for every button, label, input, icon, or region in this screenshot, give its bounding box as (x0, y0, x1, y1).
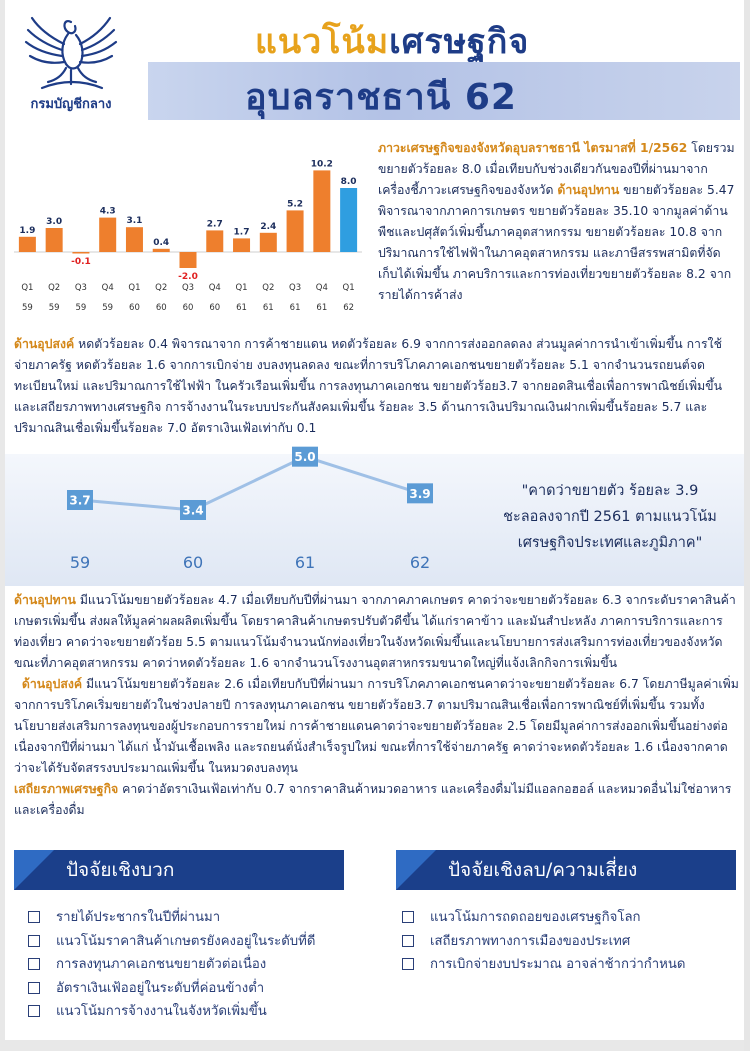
factor-text: แนวโน้มการจ้างงานในจังหวัดเพิ่มขึ้น (56, 1004, 267, 1019)
factor-item (26, 1000, 366, 1024)
factor-text: แนวโน้มการถดถอยของเศรษฐกิจโลก (430, 910, 641, 925)
bar-9 (260, 233, 277, 252)
negative-factors-header (396, 850, 736, 890)
negative-factors-title: ปัจจัยเชิงลบ/ความเสี่ยง (448, 859, 638, 881)
positive-factors-header (14, 850, 344, 890)
quarter-tick-7: Q4 (208, 283, 221, 293)
year-tick-1: 59 (48, 303, 60, 313)
bar-10 (287, 210, 304, 252)
bar-value-label-10: 5.2 (287, 199, 304, 210)
quarterly-bar-chart (10, 140, 370, 320)
demand-label: ด้านอุปสงค์ (14, 337, 75, 351)
factor-item (26, 930, 366, 954)
factor-text: เสถียรภาพทางการเมืองของประเทศ (430, 933, 631, 949)
line-category-tick-2: 61 (294, 553, 316, 572)
forecast-supply-label: ด้านอุปทาน (14, 593, 76, 607)
factor-text: รายได้ประชากรในปีที่ผ่านมา (56, 910, 221, 925)
bar-12 (340, 188, 357, 252)
factor-text: แนวโน้มราคาสินค้าเกษตรยังคงอยู่ในระดับที่ดี (56, 933, 316, 949)
factor-item (26, 977, 366, 1001)
logo-text: กรมบัญชีกลาง (30, 97, 112, 112)
checkbox-icon (402, 935, 414, 947)
intro-highlight: ภาวะเศรษฐกิจของจังหวัดอุบลราชธานี ไตรมาสที่ 1/2562 (378, 141, 688, 155)
quarter-tick-3: Q4 (101, 283, 114, 293)
quarter-tick-1: Q2 (48, 283, 61, 293)
line-value-label-2: 5.0 (294, 450, 316, 465)
checkbox-icon (28, 982, 40, 994)
year-tick-11: 61 (316, 303, 328, 313)
factor-item (400, 953, 740, 977)
bottom-border (5, 1040, 744, 1051)
quarter-tick-5: Q2 (155, 283, 168, 293)
bar-value-label-0: 1.9 (19, 225, 36, 236)
bar-value-label-11: 10.2 (310, 159, 333, 170)
forecast-stability-text: คาดว่าอัตราเงินเฟ้อเท่ากับ 0.7 จากราคาสินค้าหมวดอาหาร และเครื่องดื่มไม่มีแอลกอฮอล์ และหมวดอื่นไม่ใช่อาหาร และเครื่องดื่ม (14, 782, 732, 817)
factor-text: อัตราเงินเฟ้ออยู่ในระดับที่ค่อนข้างต่ำ (56, 980, 265, 996)
quarter-tick-0: Q1 (21, 283, 34, 293)
positive-header-accent (14, 850, 54, 890)
factor-item (26, 953, 366, 977)
quarter-tick-4: Q1 (128, 283, 141, 293)
section1-intro-paragraph (378, 138, 738, 306)
right-border (744, 0, 750, 1051)
quote-line-2: ชะลอลงจากปี 2561 ตามแนวโน้ม (503, 509, 717, 525)
year-tick-5: 60 (155, 303, 167, 313)
year-tick-12: 62 (343, 303, 355, 313)
line-value-label-1: 3.4 (182, 503, 204, 518)
factor-item (400, 906, 740, 930)
quarter-tick-10: Q3 (289, 283, 302, 293)
checkbox-icon (28, 911, 40, 923)
positive-factors-list (26, 906, 366, 1024)
forecast-stability-label: เสถียรภาพเศรษฐกิจ (14, 782, 119, 796)
negative-factors-list (400, 906, 740, 977)
bar-3 (99, 218, 116, 252)
year-tick-9: 61 (262, 303, 274, 313)
bar-1 (46, 228, 63, 252)
supply-text: ขยายตัวร้อยละ 5.47 พิจารณาจากภาคการเกษตร ขยายตัวร้อยละ 35.10 จากมูลค่าด้านพืชและปศุสัตว์เพิ่มขึ้นภาคอุตสาหกรรม ขยายตัวร้อยละ 10.8 จากปริมาณการใช้ไฟฟ้าในภาคอุตสาหกรรม และภาษีสรรพสามิตที่จัดเก็บได้เพิ่มขึ้น ภาคบริการและการท่องเที่ยวขยายตัวร้อยละ 8.2 จากรายได้การค้าส่ง (378, 183, 735, 302)
line-category-tick-1: 60 (182, 553, 204, 572)
checkbox-icon (402, 911, 414, 923)
intro-text: โดยรวมขยายตัวร้อยละ 8.0 เมื่อเทียบกับช่วงเดียวกันของปีที่ผ่านมาจากเครื่องชี้ภาวะเศรษฐกิจของจังหวัด (378, 141, 735, 197)
quarter-tick-12: Q1 (342, 283, 355, 293)
negative-header-accent (396, 850, 436, 890)
bar-value-label-2: -0.1 (71, 256, 91, 267)
section2-paragraph (14, 590, 740, 821)
quarter-tick-9: Q2 (262, 283, 275, 293)
bar-2 (72, 252, 89, 254)
bar-value-label-5: 0.4 (153, 237, 170, 248)
factor-text: การลงทุนภาคเอกชนขยายตัวต่อเนื่อง (56, 957, 267, 972)
bar-value-label-3: 4.3 (99, 206, 116, 217)
line-value-label-3: 3.9 (409, 486, 431, 501)
bar-0 (19, 237, 36, 252)
bar-value-label-1: 3.0 (46, 217, 63, 227)
comptroller-logo (22, 8, 120, 116)
bar-value-label-7: 2.7 (206, 219, 223, 230)
bar-4 (126, 227, 143, 252)
year-tick-8: 61 (236, 303, 247, 313)
quote-line-3: เศรษฐกิจประเทศและภูมิภาค" (517, 535, 703, 551)
forecast-series-line (80, 457, 420, 510)
quote-line-1: "คาดว่าขยายตัว ร้อยละ 3.9 (521, 483, 699, 499)
year-tick-0: 59 (21, 303, 33, 313)
factor-item (400, 930, 740, 954)
bar-value-label-9: 2.4 (260, 221, 277, 232)
bar-value-label-12: 8.0 (340, 177, 357, 187)
bar-6 (180, 252, 197, 268)
line-category-tick-3: 62 (409, 553, 431, 572)
year-tick-6: 60 (182, 303, 194, 313)
year-tick-2: 59 (75, 303, 87, 313)
quarter-tick-8: Q1 (235, 283, 248, 293)
title-part-1: แนวโน้ม (255, 22, 390, 62)
bar-5 (153, 249, 170, 252)
forecast-demand-label: ด้านอุปสงค์ (21, 677, 83, 691)
factor-item (26, 906, 366, 930)
forecast-supply-text: มีแนวโน้มขยายตัวร้อยละ 4.7 เมื่อเทียบกับปีที่ผ่านมา จากภาคภาคเกษตร คาดว่าจะขยายตัวร้อยละ 6.3 จากระดับราคาสินค้าเกษตรเพิ่มขึ้น ส่งผลให้มูลค่าผลผลิตเพิ่มขึ้น โดยราคาสินค้าเกษตรปรับตัวดีขึ้น ได้แก่ราคาข้าว และมันสำปะหลัง ภาคการบริการและการท่องเที่ยว คาดว่าจะขยายตัวร้อย 5.5 ตามแนวโน้มจำนวนนักท่องเที่ยวในจังหวัดเพิ่มขึ้นและนโยบายการส่งเสริมการท่องเที่ยวของจังหวัดขณะที่ภาคอุตสาหกรรม คาดว่าหดตัวร้อยละ 1.6 จากจำนวนโรงงานอุตสาหกรรมขนาดใหญ่ที่แจ้งเลิกกิจการเพิ่มขึ้น (14, 593, 736, 670)
supply-label: ด้านอุปทาน (557, 183, 620, 197)
year-tick-4: 60 (129, 303, 140, 313)
quarter-tick-11: Q4 (315, 283, 328, 293)
line-value-label-0: 3.7 (69, 493, 91, 508)
subtitle: อุบลราชธานี 62 (245, 77, 517, 118)
checkbox-icon (28, 935, 40, 947)
section1-demand-paragraph (14, 334, 740, 439)
year-tick-3: 59 (102, 303, 114, 313)
bar-value-label-4: 3.1 (126, 216, 143, 227)
forecast-demand-text: มีแนวโน้มขยายตัวร้อยละ 2.6 เมื่อเทียบกับปีที่ผ่านมา การบริโภคภาคเอกชนคาดว่าจะขยายตัวร้อยละ 6.7 โดยภาษีมูลค่าเพิ่มจากการบริโภคเริ่มขยายตัวในช่วงปลายปี การลงทุนภาคเอกชน ขยายตัวร้อย3.7 ตามปริมาณสินเชื่อเพื่อการพาณิชย์ที่เพิ่มขึ้น รวมทั้งนโยบายส่งเสริมการลงทุนของผู้ประกอบการรายใหม่ การค้าชายแดนคาดว่าจะขยายตัวร้อยละ 2.5 โดยมีมูลค่าการส่งออกเพิ่มขึ้นอย่างต่อเนื่องจากปีที่ผ่านมา ได้แก่ น้ำมันเชื้อเพลิง และรถยนต์นั่งสำเร็จรูปใหม่ ขณะที่การใช้จ่ายภาครัฐ คาดว่าจะหดตัวร้อยละ 1.6 เนื่องจากคาดว่าจะได้รับจัดสรรงบประมาณเพิ่มขึ้น ในหมวดงบลงทุน (14, 677, 739, 775)
demand-text: หดตัวร้อยละ 0.4 พิจารณาจาก การค้าชายแดน หดตัวร้อยละ 6.9 จากการส่งออกลดลง ส่วนมูลค่าการนำเข้าเพิ่มขึ้น การใช้จ่ายภาครัฐ หดตัวร้อยละ 1.6 จากการเบิกจ่าย งบลงทุนลดลง ขณะที่การบริโภคภาคเอกชนขยายตัวร้อยละ 5.1 จากจำนวนรถยนต์จดทะเบียนใหม่ และปริมาณการใช้ไฟฟ้า ในครัวเรือนเพิ่มขึ้น การลงทุนภาคเอกชน ขยายตัวร้อย3.7 จากยอดสินเชื่อเพื่อการพาณิชย์เพิ่มขึ้น และเสถียรภาพทางเศรษฐกิจ การจ้างงานในระบบประกันสังคมเพิ่มขึ้น ร้อยละ 3.5 ด้านการเงินปริมาณเงินฝากเพิ่มขึ้นร้อยละ 5.7 และปริมาณสินเชื่อเพิ่มขึ้นร้อยละ 7.0 อัตราเงินเฟ้อเท่ากับ 0.1 (14, 337, 722, 435)
title-part-2: เศรษฐกิจ (389, 22, 530, 62)
year-tick-7: 60 (209, 303, 221, 313)
bar-value-label-8: 1.7 (233, 227, 250, 238)
bar-11 (313, 170, 330, 252)
annual-line-chart (30, 450, 470, 580)
checkbox-icon (28, 1005, 40, 1017)
checkbox-icon (402, 958, 414, 970)
factor-text: การเบิกจ่ายงบประมาณ อาจล่าช้ากว่ากำหนด (430, 957, 686, 972)
forecast-quote (485, 478, 735, 556)
quarter-tick-6: Q3 (181, 283, 195, 293)
quarter-tick-2: Q3 (74, 283, 87, 293)
line-category-tick-0: 59 (69, 553, 91, 572)
checkbox-icon (28, 958, 40, 970)
bar-7 (206, 230, 223, 252)
positive-factors-title: ปัจจัยเชิงบวก (66, 859, 175, 881)
main-title (255, 14, 529, 68)
year-tick-10: 61 (289, 303, 301, 313)
bar-value-label-6: -2.0 (178, 272, 198, 282)
bar-8 (233, 238, 250, 252)
